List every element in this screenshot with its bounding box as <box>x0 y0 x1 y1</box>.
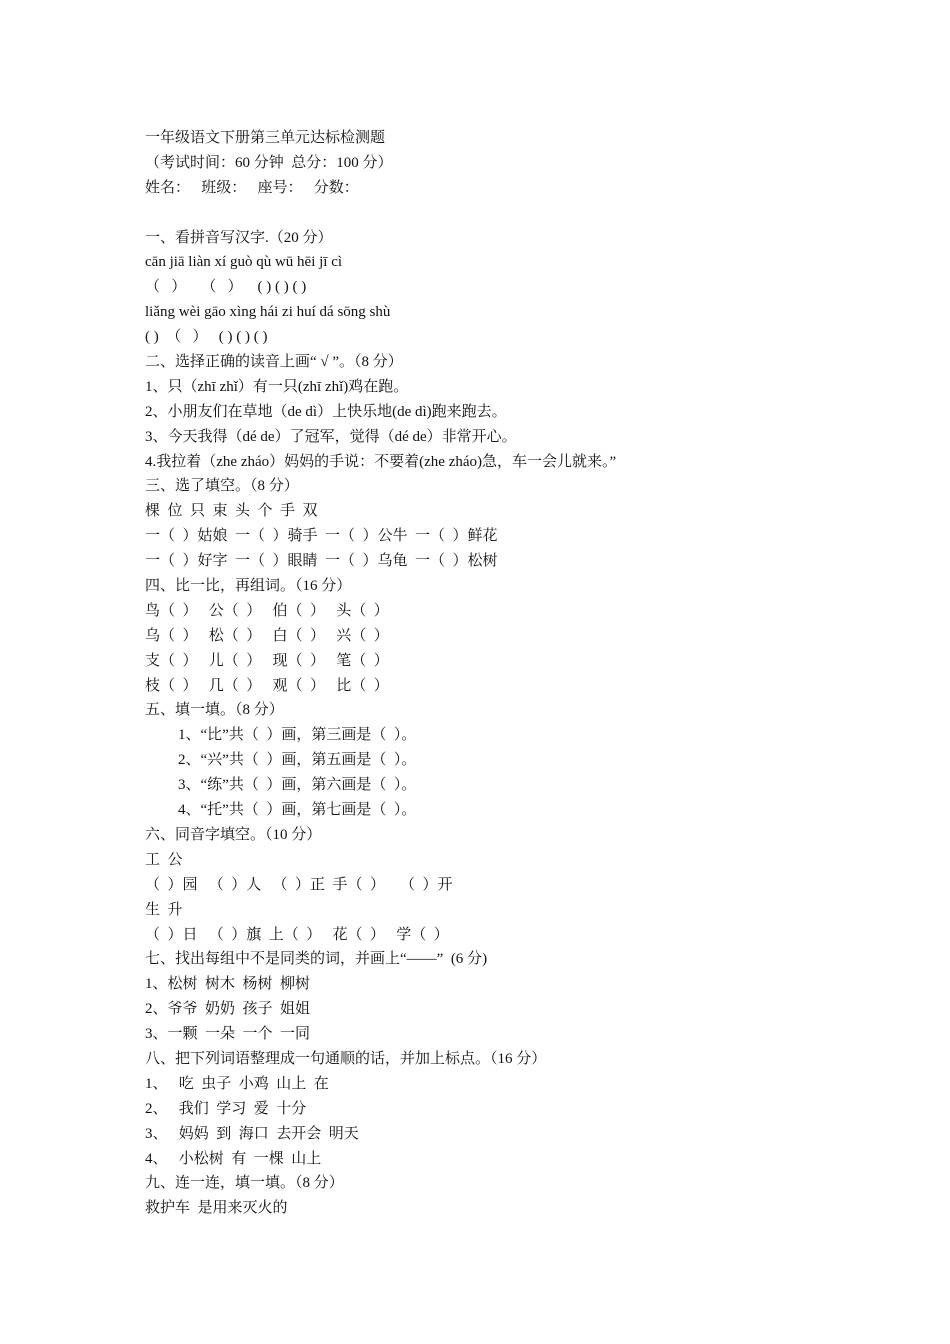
question-line: （ ）日 （ ）旗 上（ ） 花（ ） 学（ ） <box>145 926 449 943</box>
question-line: 乌（ ） 松（ ） 白（ ） 兴（ ） <box>145 627 389 644</box>
question-line: 鸟（ ） 公（ ） 伯（ ） 头（ ） <box>145 602 389 619</box>
question-line: 一（ ）好字 一（ ）眼睛 一（ ）乌龟 一（ ）松树 <box>145 553 498 570</box>
question-line: 1、松树 树木 杨树 柳树 <box>145 976 311 993</box>
exam-time-and-score: （考试时间：60 分钟 总分：100 分） <box>145 154 393 171</box>
answer-blanks-line: ( ) （ ） ( ) ( ) ( ) <box>145 329 268 346</box>
word-bank-line: 工 公 <box>145 851 183 868</box>
section-title: 七、找出每组中不是同类的词，并画上“——” (6 分) <box>145 951 488 968</box>
question-line: 4、“托”共（ ）画，第七画是（ ）。 <box>178 802 417 819</box>
pinyin-line: cān jiā liàn xí guò qù wū hēi jī cì <box>145 254 343 271</box>
section-2 <box>145 350 865 474</box>
section-1 <box>145 226 865 350</box>
question-line: 4.我拉着（zhe zháo）妈妈的手说：不要着(zhe zháo)急，车一会儿就来。” <box>145 453 617 470</box>
pinyin-line: liǎng wèi gāo xìng hái zi huí dá sōng shù <box>145 304 391 321</box>
section-title: 九、连一连，填一填。（8 分） <box>145 1175 344 1192</box>
question-line: （ ）园 （ ）人 （ ）正 手（ ） （ ）开 <box>145 876 453 893</box>
question-line: 枝（ ） 几（ ） 观（ ） 比（ ） <box>145 677 389 694</box>
question-line: 3、一颗 一朵 一个 一同 <box>145 1026 311 1043</box>
question-line: 2、“兴”共（ ）画，第五画是（ ）。 <box>178 752 417 769</box>
question-line: 一（ ）姑娘 一（ ）骑手 一（ ）公牛 一（ ）鲜花 <box>145 528 498 545</box>
exam-page <box>145 126 865 1221</box>
section-8 <box>145 1047 865 1171</box>
section-title: 五、填一填。（8 分） <box>145 702 284 719</box>
question-line: 4、 小松树 有 一棵 山上 <box>145 1150 322 1167</box>
section-6 <box>145 823 865 947</box>
question-line: 3、 妈妈 到 海口 去开会 明天 <box>145 1125 359 1142</box>
section-title: 三、选了填空。（8 分） <box>145 478 299 495</box>
question-line: 救护车 是用来灭火的 <box>145 1200 288 1217</box>
section-title: 二、选择正确的读音上画“ √ ”。（8 分） <box>145 354 403 371</box>
question-line: 支（ ） 儿（ ） 现（ ） 笔（ ） <box>145 652 389 669</box>
section-title: 一、看拼音写汉字.（20 分） <box>145 229 333 246</box>
section-5 <box>145 698 865 822</box>
section-title: 八、把下列词语整理成一句通顺的话，并加上标点。（16 分） <box>145 1050 547 1067</box>
word-bank-line: 棵 位 只 束 头 个 手 双 <box>145 503 318 520</box>
question-line: 1、“比”共（ ）画，第三画是（ ）。 <box>178 727 417 744</box>
question-line: 2、小朋友们在草地（de dì）上快乐地(de dì)跑来跑去。 <box>145 403 507 420</box>
question-line: 2、 我们 学习 爱 十分 <box>145 1100 307 1117</box>
section-title: 六、同音字填空。（10 分） <box>145 826 322 843</box>
section-title: 四、比一比，再组词。（16 分） <box>145 578 352 595</box>
section-3 <box>145 474 865 574</box>
question-line: 1、 吃 虫子 小鸡 山上 在 <box>145 1075 329 1092</box>
answer-blanks-line: （ ） （ ） ( ) ( ) ( ) <box>145 279 307 296</box>
exam-header <box>145 126 865 201</box>
spacer <box>145 201 865 226</box>
exam-title: 一年级语文下册第三单元达标检测题 <box>145 130 386 146</box>
section-9 <box>145 1171 865 1221</box>
question-line: 2、爷爷 奶奶 孩子 姐姐 <box>145 1001 311 1018</box>
question-line: 1、只（zhī zhǐ）有一只(zhī zhǐ)鸡在跑。 <box>145 378 409 395</box>
section-4 <box>145 574 865 698</box>
section-7 <box>145 947 865 1047</box>
question-line: 3、今天我得（dé de）了冠军，觉得（dé de）非常开心。 <box>145 428 517 445</box>
question-line: 3、“练”共（ ）画，第六画是（ ）。 <box>178 777 417 794</box>
word-bank-line: 生 升 <box>145 901 183 918</box>
student-info-line: 姓名： 班级： 座号： 分数： <box>145 179 359 196</box>
